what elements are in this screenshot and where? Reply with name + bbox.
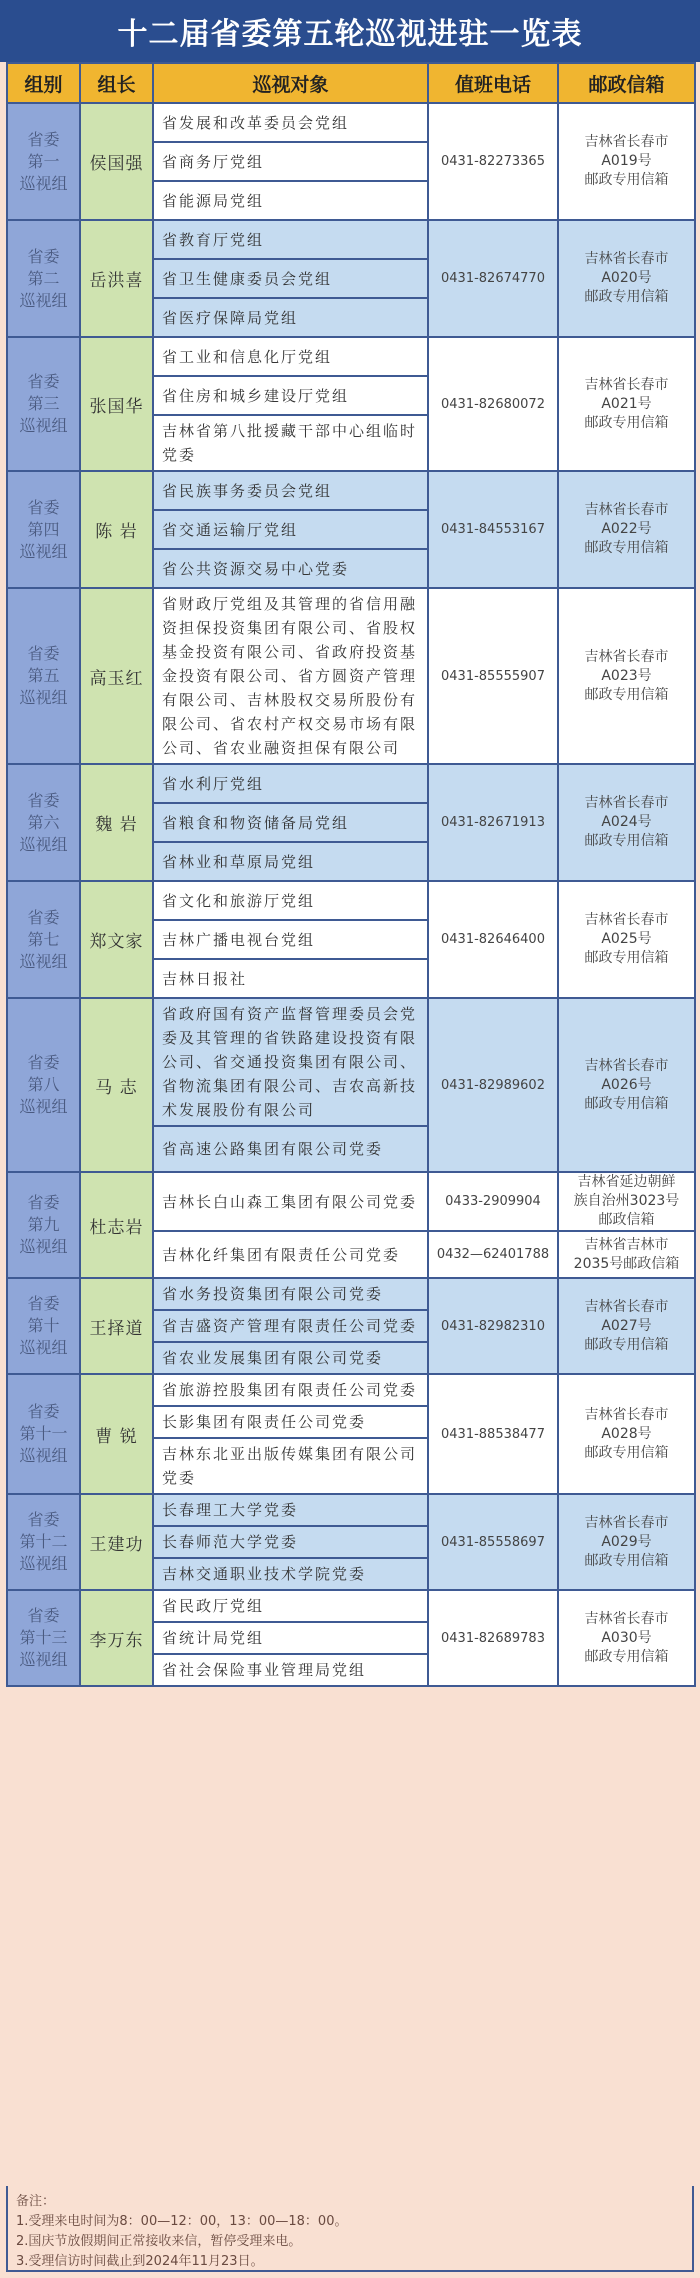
group-label-line: 第三 xyxy=(27,394,60,413)
mailbox-cell xyxy=(558,881,695,998)
group-cell xyxy=(7,1172,80,1278)
table-row xyxy=(7,588,695,764)
mailbox-line: 吉林省长春市 xyxy=(584,912,669,928)
mailbox-line: 吉林省长春市 xyxy=(584,502,669,518)
table-row xyxy=(7,1278,695,1310)
table-row xyxy=(7,337,695,376)
group-cell xyxy=(7,1374,80,1494)
target-cell: 省高速公路集团有限公司党委 xyxy=(153,1126,428,1172)
mailbox-line: 邮政专用信箱 xyxy=(584,289,669,305)
mailbox-line: A023号 xyxy=(601,667,652,684)
group-label-line: 省委 xyxy=(27,1193,60,1212)
target-cell: 省交通运输厅党组 xyxy=(153,510,428,549)
target-cell: 吉林长白山森工集团有限公司党委 xyxy=(153,1172,428,1231)
group-label-line: 省委 xyxy=(27,907,60,927)
target-cell: 省文化和旅游厅党组 xyxy=(153,881,428,920)
page-title: 十二届省委第五轮巡视进驻一览表 xyxy=(0,0,700,62)
group-label-line: 巡视组 xyxy=(19,688,68,707)
mailbox-line: 邮政专用信箱 xyxy=(584,540,669,556)
group-cell xyxy=(7,1494,80,1590)
group-label-line: 省委 xyxy=(27,1402,60,1421)
phone-cell: 0431-84553167 xyxy=(428,471,558,588)
target-cell: 省卫生健康委员会党组 xyxy=(153,259,428,298)
mailbox-line: A030号 xyxy=(601,1629,652,1646)
mailbox-cell xyxy=(558,1590,695,1686)
mailbox-line: 吉林省吉林市 xyxy=(584,1236,669,1253)
leader-cell: 马 志 xyxy=(80,998,153,1172)
group-label-line: 巡视组 xyxy=(19,1650,68,1669)
group-label-line: 省委 xyxy=(27,1294,60,1313)
table-row xyxy=(7,1374,695,1406)
mailbox-line: 邮政专用信箱 xyxy=(584,172,669,188)
target-cell: 省发展和改革委员会党组 xyxy=(153,103,428,142)
mailbox-line: 邮政专用信箱 xyxy=(584,1095,669,1112)
group-cell xyxy=(7,998,80,1172)
target-cell: 长春师范大学党委 xyxy=(153,1526,428,1558)
group-label-line: 省委 xyxy=(27,372,60,391)
group-cell xyxy=(7,220,80,337)
group-label-line: 巡视组 xyxy=(19,834,68,854)
target-cell: 长影集团有限责任公司党委 xyxy=(153,1406,428,1438)
leader-cell: 岳洪喜 xyxy=(80,220,153,337)
target-cell: 省政府国有资产监督管理委员会党委及其管理的省铁路建设投资有限公司、省交通投资集团有限公司、省物流集团有限公司、吉农高新技术发展股份有限公司 xyxy=(153,998,428,1126)
mailbox-line: 族自治州3023号 xyxy=(573,1193,680,1209)
table-row xyxy=(7,998,695,1126)
mailbox-line: 吉林省长春市 xyxy=(584,1610,669,1627)
header-mail: 邮政信箱 xyxy=(558,63,695,103)
table-row xyxy=(7,1494,695,1526)
target-cell: 吉林东北亚出版传媒集团有限公司党委 xyxy=(153,1438,428,1494)
group-label-line: 第五 xyxy=(27,666,60,685)
mailbox-cell xyxy=(558,1172,695,1231)
mailbox-cell xyxy=(558,103,695,220)
mailbox-line: 吉林省延边朝鲜 xyxy=(577,1174,676,1190)
target-cell: 省社会保险事业管理局党组 xyxy=(153,1654,428,1686)
header-phone: 值班电话 xyxy=(428,63,558,103)
mailbox-line: A021号 xyxy=(601,395,652,412)
mailbox-cell xyxy=(558,588,695,764)
leader-cell: 李万东 xyxy=(80,1590,153,1686)
group-label-line: 巡视组 xyxy=(19,290,68,310)
leader-cell: 王择道 xyxy=(80,1278,153,1374)
phone-cell: 0431-82689783 xyxy=(428,1590,558,1686)
note-item: 2.国庆节放假期间正常接收来信，暂停受理来电。 xyxy=(16,2234,302,2249)
phone-cell: 0431-82680072 xyxy=(428,337,558,471)
mailbox-line: A029号 xyxy=(601,1533,652,1550)
leader-cell: 陈 岩 xyxy=(80,471,153,588)
group-label-line: 省委 xyxy=(27,129,60,149)
header-leader: 组长 xyxy=(80,63,153,103)
group-label-line: 巡视组 xyxy=(19,416,68,435)
notes-heading: 备注： xyxy=(16,2194,56,2209)
leader-cell: 张国华 xyxy=(80,337,153,471)
target-cell: 省民族事务委员会党组 xyxy=(153,471,428,510)
group-cell xyxy=(7,764,80,881)
group-cell xyxy=(7,471,80,588)
target-cell: 省粮食和物资储备局党组 xyxy=(153,803,428,842)
group-label-line: 第八 xyxy=(27,1075,60,1094)
mailbox-line: 邮政专用信箱 xyxy=(584,1552,669,1569)
target-cell: 省林业和草原局党组 xyxy=(153,842,428,881)
mailbox-line: A024号 xyxy=(601,814,652,830)
group-label-line: 省委 xyxy=(27,1053,60,1072)
group-label-line: 巡视组 xyxy=(19,1554,68,1573)
mailbox-cell xyxy=(558,1231,695,1278)
group-label-line: 省委 xyxy=(27,246,60,266)
mailbox-cell xyxy=(558,337,695,471)
group-label-line: 第七 xyxy=(27,929,60,949)
mailbox-line: 2035号邮政信箱 xyxy=(573,1255,680,1272)
mailbox-line: 吉林省长春市 xyxy=(584,251,669,267)
phone-cell: 0431-82989602 xyxy=(428,998,558,1172)
mailbox-line: A025号 xyxy=(601,931,652,947)
table-row xyxy=(7,764,695,803)
mailbox-line: 吉林省长春市 xyxy=(584,648,669,665)
target-cell: 省水利厅党组 xyxy=(153,764,428,803)
mailbox-line: 吉林省长春市 xyxy=(584,376,669,393)
mailbox-line: A026号 xyxy=(601,1076,652,1093)
group-cell xyxy=(7,881,80,998)
target-cell: 省民政厅党组 xyxy=(153,1590,428,1622)
mailbox-cell xyxy=(558,1278,695,1374)
leader-cell: 侯国强 xyxy=(80,103,153,220)
group-label-line: 巡视组 xyxy=(19,1338,68,1357)
phone-cell: 0433-2909904 xyxy=(428,1172,558,1231)
target-cell: 吉林交通职业技术学院党委 xyxy=(153,1558,428,1590)
header-row xyxy=(7,63,695,103)
table-row xyxy=(7,220,695,259)
target-cell: 吉林省第八批援藏干部中心组临时党委 xyxy=(153,415,428,471)
mailbox-cell xyxy=(558,998,695,1172)
leader-cell: 王建功 xyxy=(80,1494,153,1590)
table-row xyxy=(7,471,695,510)
mailbox-cell xyxy=(558,1494,695,1590)
group-label-line: 第二 xyxy=(27,268,60,288)
notes xyxy=(6,2186,694,2272)
target-cell: 省旅游控股集团有限责任公司党委 xyxy=(153,1374,428,1406)
target-cell: 省农业发展集团有限公司党委 xyxy=(153,1342,428,1374)
group-cell xyxy=(7,1590,80,1686)
inspection-table xyxy=(6,62,696,1687)
phone-cell: 0432—62401788 xyxy=(428,1231,558,1278)
group-label-line: 省委 xyxy=(27,1510,60,1529)
mailbox-line: 邮政专用信箱 xyxy=(584,414,669,431)
group-label-line: 巡视组 xyxy=(19,1097,68,1116)
mailbox-line: A022号 xyxy=(601,521,652,537)
group-label-line: 第十二 xyxy=(19,1532,68,1551)
target-cell: 吉林广播电视台党组 xyxy=(153,920,428,959)
mailbox-line: 吉林省长春市 xyxy=(584,1406,669,1423)
mailbox-line: 邮政专用信箱 xyxy=(584,950,669,966)
table-row xyxy=(7,1590,695,1622)
note-item: 3.受理信访时间截止到2024年11月23日。 xyxy=(16,2254,264,2269)
mailbox-line: A020号 xyxy=(601,270,652,286)
phone-cell: 0431-82671913 xyxy=(428,764,558,881)
mailbox-line: A028号 xyxy=(601,1425,652,1442)
mailbox-line: 邮政专用信箱 xyxy=(584,686,669,703)
mailbox-line: 邮政信箱 xyxy=(598,1212,655,1228)
target-cell: 省水务投资集团有限公司党委 xyxy=(153,1278,428,1310)
leader-cell: 高玉红 xyxy=(80,588,153,764)
mailbox-line: A019号 xyxy=(601,153,652,169)
mailbox-cell xyxy=(558,471,695,588)
group-label-line: 省委 xyxy=(27,790,60,810)
header-group: 组别 xyxy=(7,63,80,103)
group-label-line: 第六 xyxy=(27,812,60,832)
group-cell xyxy=(7,337,80,471)
phone-cell: 0431-82982310 xyxy=(428,1278,558,1374)
phone-cell: 0431-85555907 xyxy=(428,588,558,764)
phone-cell: 0431-85558697 xyxy=(428,1494,558,1590)
group-label-line: 巡视组 xyxy=(19,951,68,971)
mailbox-line: 吉林省长春市 xyxy=(584,134,669,150)
note-item: 1.受理来电时间为8：00—12：00，13：00—18：00。 xyxy=(16,2214,348,2229)
mailbox-line: 吉林省长春市 xyxy=(584,1298,669,1315)
group-cell xyxy=(7,1278,80,1374)
group-label-line: 第十一 xyxy=(19,1424,68,1443)
leader-cell: 杜志岩 xyxy=(80,1172,153,1278)
target-cell: 省工业和信息化厅党组 xyxy=(153,337,428,376)
group-label-line: 巡视组 xyxy=(19,541,68,561)
mailbox-line: 吉林省长春市 xyxy=(584,1057,669,1074)
target-cell: 吉林化纤集团有限责任公司党委 xyxy=(153,1231,428,1278)
phone-cell: 0431-82273365 xyxy=(428,103,558,220)
target-cell: 省商务厅党组 xyxy=(153,142,428,181)
mailbox-line: 吉林省长春市 xyxy=(584,795,669,811)
mailbox-line: 邮政专用信箱 xyxy=(584,833,669,849)
mailbox-line: 邮政专用信箱 xyxy=(584,1648,669,1665)
target-cell: 省教育厅党组 xyxy=(153,220,428,259)
group-label-line: 第九 xyxy=(27,1215,60,1234)
target-cell: 吉林日报社 xyxy=(153,959,428,998)
group-cell xyxy=(7,103,80,220)
group-cell xyxy=(7,588,80,764)
group-label-line: 省委 xyxy=(27,497,60,517)
table-row xyxy=(7,1172,695,1231)
group-label-line: 第十三 xyxy=(19,1628,68,1647)
mailbox-line: 吉林省长春市 xyxy=(584,1514,669,1531)
group-label-line: 省委 xyxy=(27,644,60,663)
table-row xyxy=(7,881,695,920)
mailbox-cell xyxy=(558,220,695,337)
group-label-line: 巡视组 xyxy=(19,173,68,193)
mailbox-cell xyxy=(558,764,695,881)
mailbox-line: 邮政专用信箱 xyxy=(584,1444,669,1461)
group-label-line: 第十 xyxy=(27,1316,60,1335)
target-cell: 省吉盛资产管理有限责任公司党委 xyxy=(153,1310,428,1342)
header-target: 巡视对象 xyxy=(153,63,428,103)
target-cell: 省住房和城乡建设厅党组 xyxy=(153,376,428,415)
phone-cell: 0431-88538477 xyxy=(428,1374,558,1494)
target-cell: 长春理工大学党委 xyxy=(153,1494,428,1526)
target-cell: 省统计局党组 xyxy=(153,1622,428,1654)
group-label-line: 第四 xyxy=(27,519,60,539)
mailbox-cell xyxy=(558,1374,695,1494)
target-cell: 省能源局党组 xyxy=(153,181,428,220)
group-label-line: 第一 xyxy=(27,151,60,171)
group-label-line: 巡视组 xyxy=(19,1446,68,1465)
group-label-line: 巡视组 xyxy=(19,1237,68,1256)
group-label-line: 省委 xyxy=(27,1606,60,1625)
target-cell: 省财政厅党组及其管理的省信用融资担保投资集团有限公司、省股权基金投资有限公司、省政府投资基金投资有限公司、省方圆资产管理有限公司、吉林股权交易所股份有限公司、省农村产权交易市场有限公司、省农业融资担保有限公司 xyxy=(153,588,428,764)
leader-cell: 曹 锐 xyxy=(80,1374,153,1494)
table-row xyxy=(7,103,695,142)
leader-cell: 魏 岩 xyxy=(80,764,153,881)
leader-cell: 郑文家 xyxy=(80,881,153,998)
target-cell: 省公共资源交易中心党委 xyxy=(153,549,428,588)
phone-cell: 0431-82646400 xyxy=(428,881,558,998)
phone-cell: 0431-82674770 xyxy=(428,220,558,337)
mailbox-line: A027号 xyxy=(601,1317,652,1334)
mailbox-line: 邮政专用信箱 xyxy=(584,1336,669,1353)
target-cell: 省医疗保障局党组 xyxy=(153,298,428,337)
